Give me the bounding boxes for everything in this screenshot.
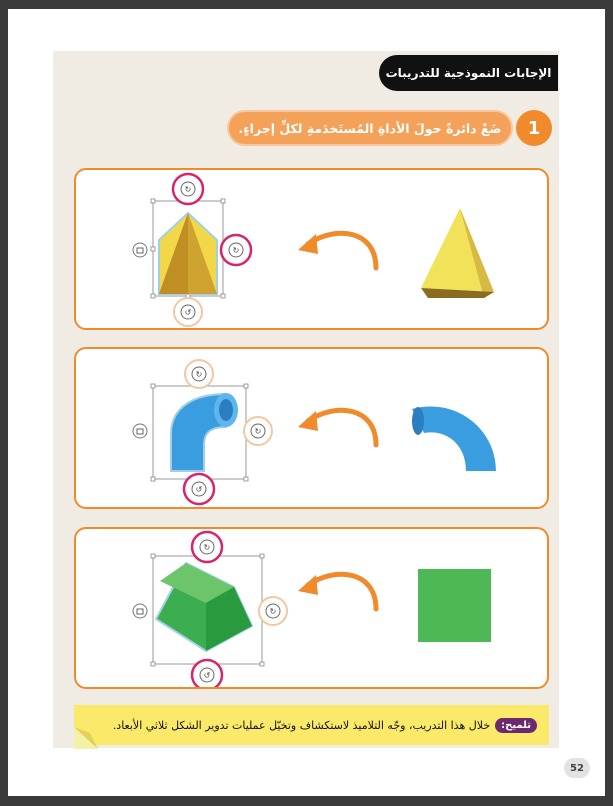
pyramid-selected-shape — [159, 213, 217, 294]
rotate-z-handle-highlight[interactable] — [192, 660, 222, 689]
lock-icon[interactable] — [133, 243, 147, 257]
page-curl-icon — [74, 727, 98, 749]
lock-icon[interactable] — [133, 604, 147, 618]
rotate-y-handle[interactable] — [259, 597, 287, 625]
svg-text:↻: ↻ — [269, 607, 277, 616]
exercise-panel-pyramid — [74, 168, 549, 330]
rotate-x-handle[interactable] — [185, 360, 213, 388]
exercise-panel-pipe — [74, 347, 549, 509]
tip-box — [74, 705, 549, 745]
page-number: 52 — [564, 758, 590, 778]
exercise-panel-cube — [74, 527, 549, 689]
svg-text:↻: ↻ — [184, 185, 192, 194]
pipe-selected-shape — [171, 393, 238, 471]
svg-text:↺: ↺ — [184, 308, 192, 317]
svg-text:↻: ↻ — [203, 543, 211, 552]
rotate-z-handle-highlight[interactable] — [184, 474, 214, 504]
rotate-y-handle[interactable] — [244, 417, 272, 445]
tip-text: خلال هذا التدريب، وجّه التلاميذ لاستكشاف وتخيّل عمليات تدوير الشكل ثلاثي الأبعاد. — [112, 718, 491, 732]
svg-text:↻: ↻ — [232, 246, 240, 255]
svg-text:↻: ↻ — [254, 427, 262, 436]
rotate-y-handle-highlight[interactable] — [221, 235, 251, 265]
svg-text:↺: ↺ — [203, 671, 211, 680]
rotate-x-handle-highlight[interactable] — [192, 532, 222, 562]
arrow-icon — [298, 410, 376, 445]
question-number: 1 — [516, 110, 552, 146]
svg-text:↺: ↺ — [195, 485, 203, 494]
tip-label: تلميح: — [495, 718, 537, 733]
arrow-icon — [298, 233, 376, 268]
lock-icon[interactable] — [133, 424, 147, 438]
cube-selected-shape — [156, 563, 252, 651]
rotate-x-handle-highlight[interactable] — [173, 174, 203, 204]
pipe-original-shape — [412, 406, 496, 471]
page-title: الإجابات النموذجية للتدريبات — [379, 55, 558, 91]
svg-text:↻: ↻ — [195, 370, 203, 379]
cube-original-shape — [418, 569, 491, 642]
rotate-z-handle[interactable] — [174, 298, 202, 326]
pyramid-original-shape — [421, 208, 494, 298]
arrow-icon — [298, 574, 376, 609]
question-instruction: ضَعْ دائرةً حولَ الأداةِ المُستَخدَمةِ لكلِّ إجراءٍ. — [227, 110, 513, 146]
